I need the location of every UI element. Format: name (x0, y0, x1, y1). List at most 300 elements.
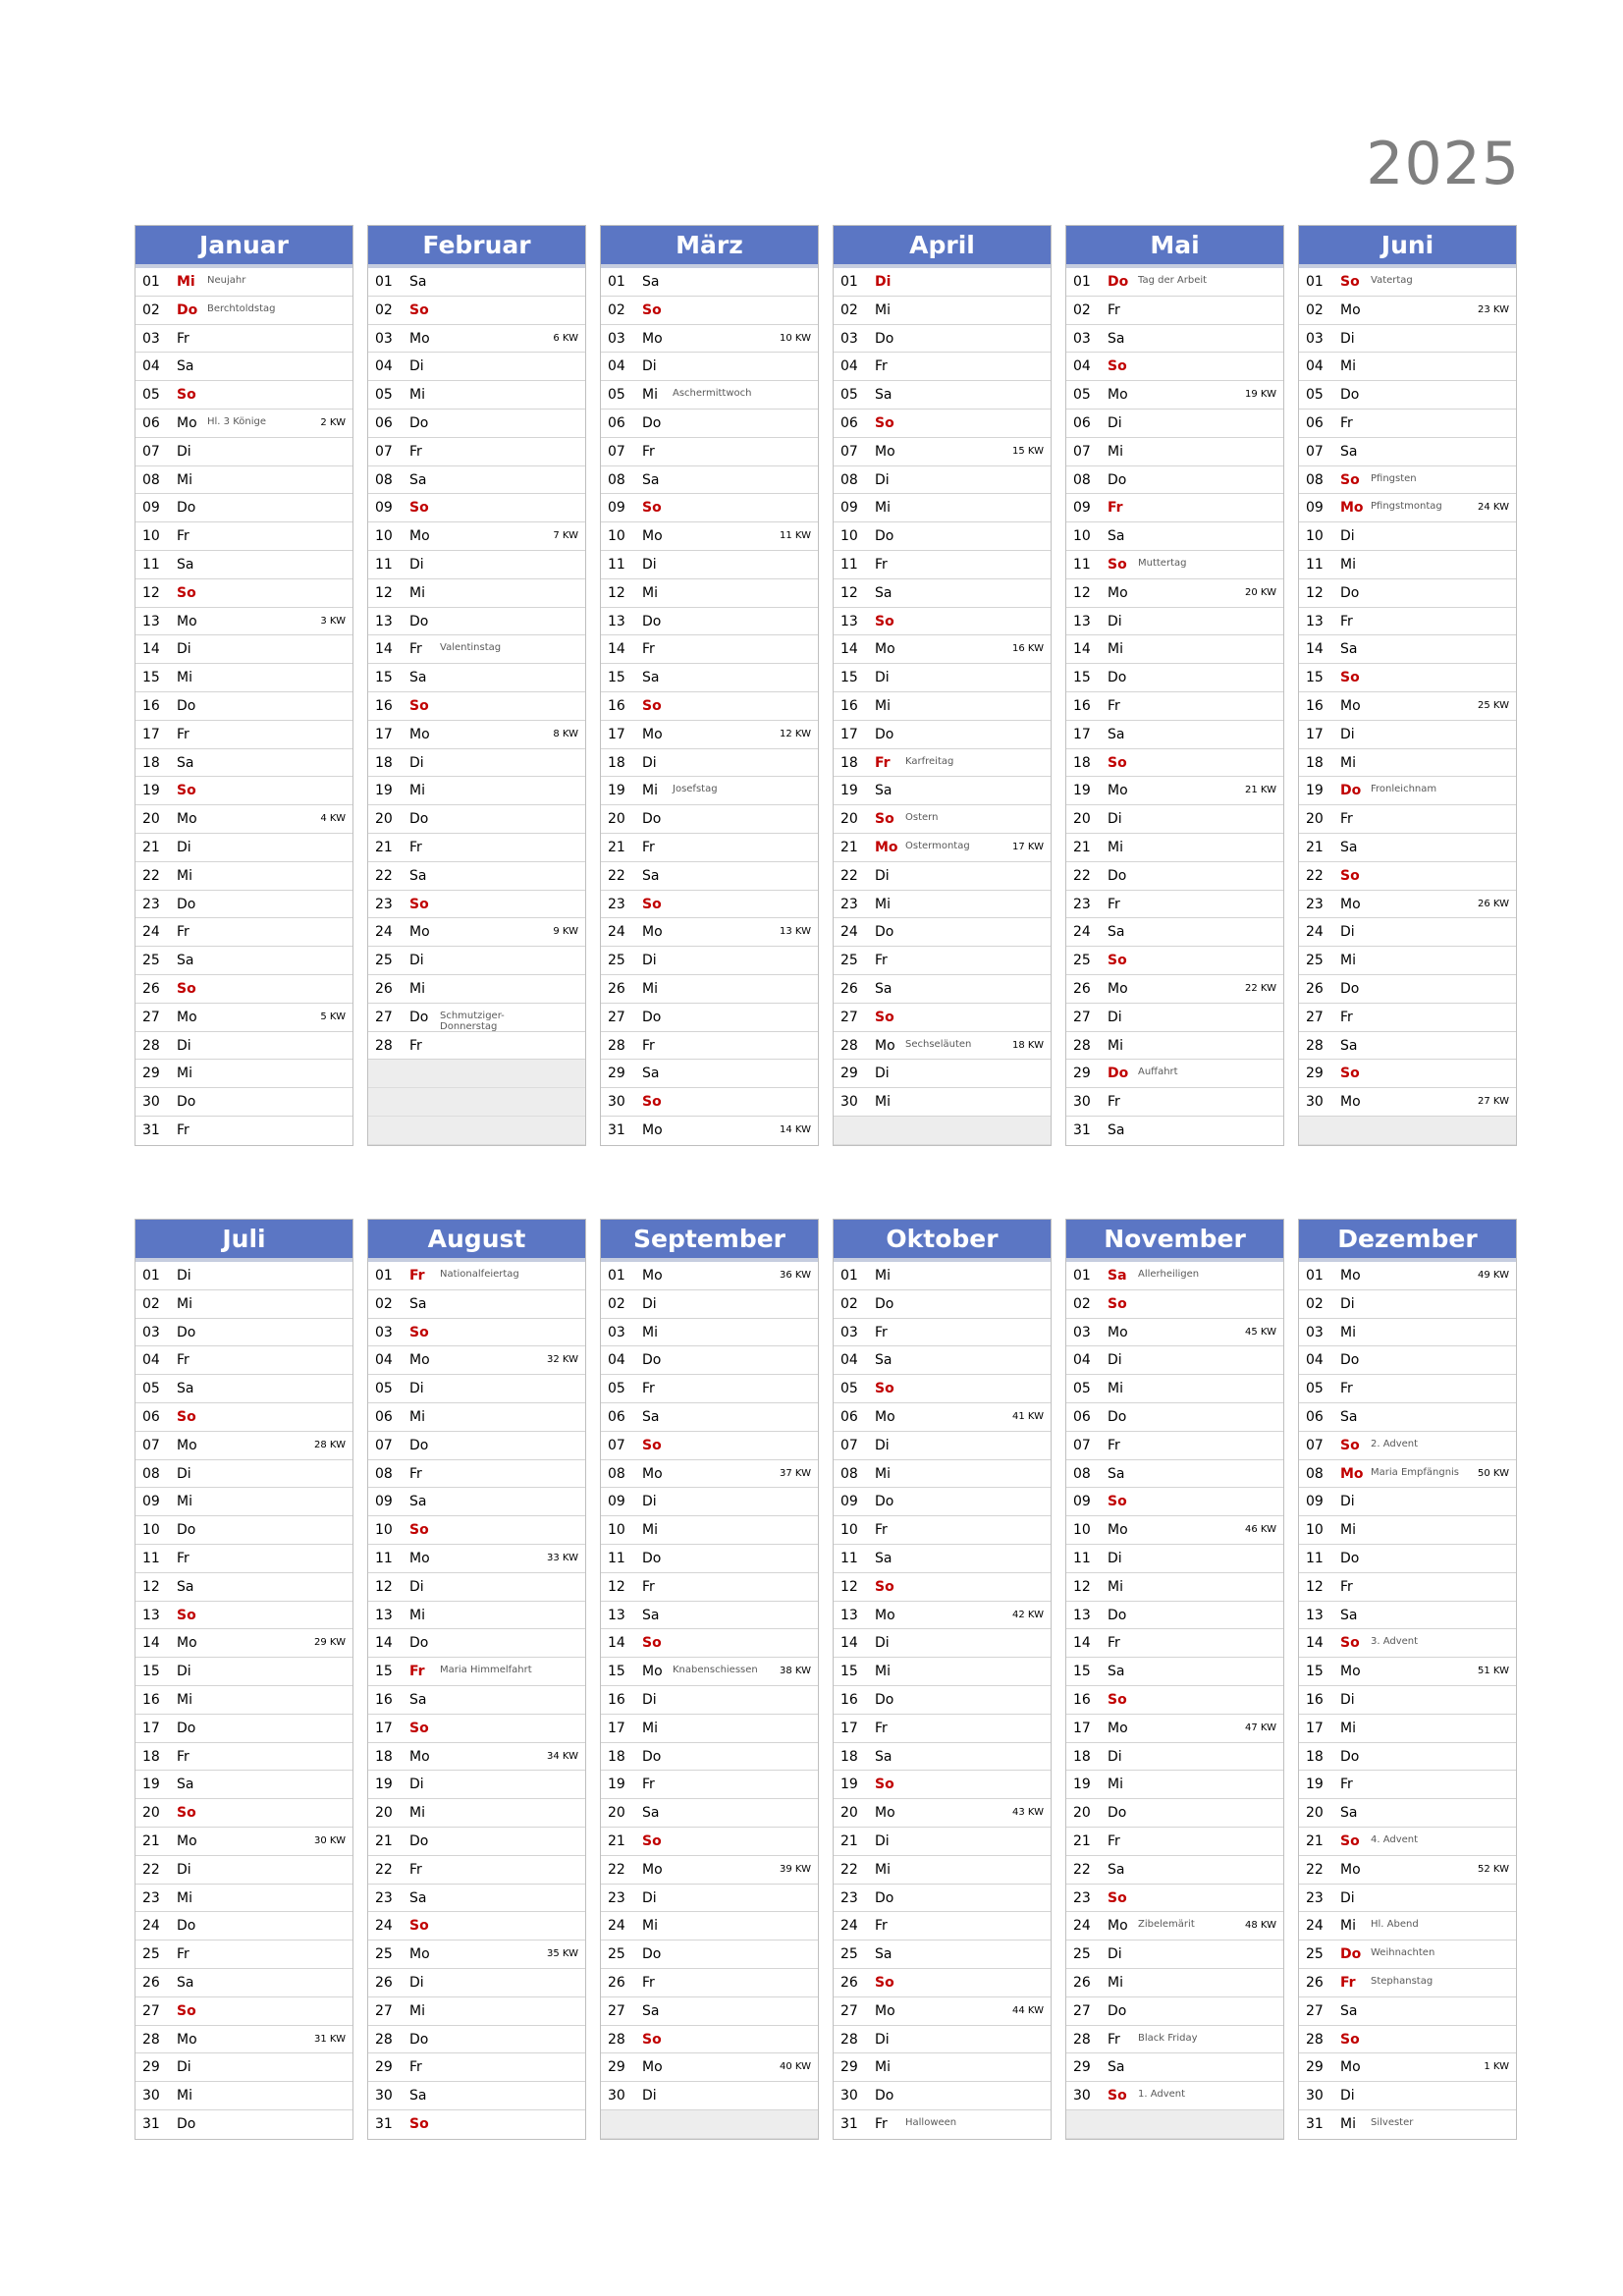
day-number: 11 (608, 556, 625, 573)
day-number: 16 (608, 697, 625, 714)
weekday: Fr (177, 1748, 189, 1765)
day-number: 28 (142, 2031, 160, 2048)
day-row (1299, 494, 1516, 522)
day-row (1299, 522, 1516, 551)
day-row (135, 834, 352, 862)
day-number: 21 (375, 839, 393, 855)
day-row (1066, 438, 1283, 466)
day-row (834, 551, 1051, 579)
weekday: Di (875, 1635, 890, 1652)
day-number: 27 (608, 2002, 625, 2019)
day-number: 30 (608, 2088, 625, 2105)
day-row (834, 1771, 1051, 1799)
day-note: Valentinstag (440, 642, 502, 654)
weekday: Sa (177, 1974, 194, 1991)
day-number: 22 (142, 867, 160, 884)
day-note: Aschermittwoch (673, 388, 752, 400)
day-row (834, 1969, 1051, 1997)
weekday: Fr (875, 1522, 888, 1539)
weekday: Di (177, 1037, 191, 1054)
day-row (1299, 608, 1516, 636)
day-row (1299, 862, 1516, 891)
day-number: 03 (375, 1324, 393, 1340)
day-row (135, 2053, 352, 2082)
day-number: 17 (375, 726, 393, 742)
day-row (1066, 381, 1283, 410)
weekday: Mi (875, 1861, 891, 1878)
day-row (135, 1856, 352, 1885)
weekday: Sa (1340, 1607, 1358, 1623)
weekday: Mi (642, 387, 658, 404)
day-row (601, 635, 818, 664)
weekday: Mi (409, 2002, 425, 2019)
weekday: So (1108, 1889, 1127, 1906)
day-row (1066, 1346, 1283, 1375)
day-row (1066, 1060, 1283, 1088)
day-note: Josefstag (673, 784, 718, 795)
day-row (834, 777, 1051, 805)
day-row (601, 664, 818, 692)
day-row (368, 2082, 585, 2110)
day-row (601, 522, 818, 551)
day-row (834, 1997, 1051, 2026)
day-row (135, 692, 352, 721)
day-row (1299, 297, 1516, 325)
month-header: Mai (1066, 226, 1283, 268)
weekday: Di (642, 1494, 657, 1510)
day-number: 06 (1306, 1408, 1324, 1425)
day-row (135, 891, 352, 919)
day-row (368, 494, 585, 522)
day-row (135, 494, 352, 522)
day-number: 08 (142, 471, 160, 488)
weekday: Do (642, 414, 662, 431)
day-row (135, 1686, 352, 1715)
day-row (1066, 1771, 1283, 1799)
weekday: Do (177, 500, 196, 517)
weekday: Mi (409, 980, 425, 997)
day-row (368, 692, 585, 721)
weekday: Do (1340, 1748, 1360, 1765)
weekday: Di (409, 1777, 424, 1793)
month-header: August (368, 1220, 585, 1262)
week-number: 22 KW (1245, 982, 1276, 994)
weekday: Mo (409, 330, 430, 347)
day-number: 14 (1306, 1635, 1324, 1652)
week-number: 6 KW (553, 332, 578, 344)
day-row (834, 268, 1051, 297)
weekday: Sa (1108, 1465, 1125, 1482)
day-number: 23 (840, 896, 858, 912)
day-note: Muttertag (1138, 557, 1187, 569)
day-number: 04 (840, 1352, 858, 1369)
day-row (834, 721, 1051, 749)
weekday: Sa (1340, 2002, 1358, 2019)
weekday: Mi (177, 1889, 192, 1906)
day-row (1066, 410, 1283, 438)
day-number: 17 (608, 1720, 625, 1736)
day-row (1299, 891, 1516, 919)
day-number: 13 (1306, 1607, 1324, 1623)
day-number: 10 (1073, 1522, 1091, 1539)
weekday: Fr (642, 641, 655, 658)
day-number: 01 (1306, 274, 1324, 290)
weekday: So (642, 697, 662, 714)
day-row (1066, 1602, 1283, 1630)
day-number: 16 (1073, 697, 1091, 714)
day-row (834, 410, 1051, 438)
day-number: 20 (142, 1805, 160, 1822)
day-number: 17 (1073, 726, 1091, 742)
weekday: Di (875, 867, 890, 884)
weekday: Do (642, 1550, 662, 1566)
weekday: Do (1108, 1607, 1127, 1623)
day-number: 29 (1306, 1066, 1324, 1082)
day-number: 30 (1306, 1094, 1324, 1111)
day-row (368, 1290, 585, 1319)
day-row (368, 862, 585, 891)
weekday: Di (409, 953, 424, 969)
weekday: Fr (177, 1352, 189, 1369)
day-number: 07 (142, 443, 160, 460)
day-number: 16 (142, 697, 160, 714)
day-row (1299, 635, 1516, 664)
day-number: 25 (1073, 953, 1091, 969)
day-number: 07 (375, 1437, 393, 1453)
weekday: Mo (409, 924, 430, 941)
weekday: Do (1108, 2002, 1127, 2019)
day-row (135, 381, 352, 410)
weekday: Mo (642, 330, 663, 347)
day-number: 14 (840, 641, 858, 658)
day-number: 31 (1306, 2115, 1324, 2132)
day-row (1066, 1004, 1283, 1032)
day-row (1299, 692, 1516, 721)
weekday: Di (875, 2031, 890, 2048)
weekday: Sa (1340, 1408, 1358, 1425)
day-row (135, 1117, 352, 1145)
day-row (601, 1969, 818, 1997)
weekday: Mo (875, 839, 898, 855)
day-number: 06 (142, 414, 160, 431)
day-row (368, 297, 585, 325)
day-number: 24 (608, 924, 625, 941)
weekday: Mo (642, 2059, 663, 2076)
weekday: So (1108, 1494, 1127, 1510)
day-row (135, 1346, 352, 1375)
day-number: 13 (375, 1607, 393, 1623)
weekday: Mi (177, 1494, 192, 1510)
day-number: 27 (608, 1009, 625, 1025)
day-number: 17 (375, 1720, 393, 1736)
day-row (601, 325, 818, 354)
weekday: Do (409, 1009, 429, 1025)
weekday: So (409, 1918, 429, 1935)
day-number: 07 (1306, 1437, 1324, 1453)
weekday: Do (642, 1352, 662, 1369)
day-number: 14 (608, 641, 625, 658)
day-number: 03 (840, 1324, 858, 1340)
day-number: 03 (142, 330, 160, 347)
weekday: So (1340, 1437, 1360, 1453)
day-row (1299, 1319, 1516, 1347)
day-number: 12 (608, 1578, 625, 1595)
day-number: 22 (375, 867, 393, 884)
day-row (1299, 1573, 1516, 1602)
weekday: So (409, 1324, 429, 1340)
weekday: Do (875, 1691, 894, 1708)
day-row (368, 353, 585, 381)
weekday: Do (1340, 1946, 1362, 1963)
weekday: So (177, 1805, 196, 1822)
day-row (601, 494, 818, 522)
day-number: 25 (608, 1946, 625, 1963)
day-number: 24 (1073, 1918, 1091, 1935)
day-row (601, 692, 818, 721)
day-row (1066, 1290, 1283, 1319)
day-note: Auffahrt (1138, 1066, 1178, 1078)
day-number: 24 (1306, 924, 1324, 941)
weekday: Fr (409, 839, 422, 855)
day-row (1299, 466, 1516, 495)
day-number: 01 (142, 274, 160, 290)
day-row (1066, 834, 1283, 862)
month-header: November (1066, 1220, 1283, 1262)
week-number: 42 KW (1012, 1609, 1044, 1620)
day-number: 04 (1073, 358, 1091, 375)
day-row (135, 1969, 352, 1997)
day-row (1299, 664, 1516, 692)
day-number: 07 (840, 443, 858, 460)
weekday: Mi (1108, 1037, 1123, 1054)
day-row (601, 918, 818, 947)
day-row (834, 1941, 1051, 1969)
weekday: Do (177, 1918, 196, 1935)
weekday: Di (409, 1578, 424, 1595)
day-number: 09 (1306, 1494, 1324, 1510)
day-number: 15 (375, 670, 393, 686)
day-number: 20 (375, 1805, 393, 1822)
day-number: 26 (142, 980, 160, 997)
weekday: Mo (1108, 1324, 1128, 1340)
day-number: 03 (1073, 1324, 1091, 1340)
weekday: Sa (1340, 839, 1358, 855)
day-number: 10 (608, 528, 625, 545)
day-number: 23 (1073, 896, 1091, 912)
weekday: Fr (177, 528, 189, 545)
week-number: 45 KW (1245, 1326, 1276, 1338)
day-row (368, 466, 585, 495)
weekday: Sa (642, 2002, 660, 2019)
day-row (368, 1969, 585, 1997)
week-number: 29 KW (314, 1637, 346, 1649)
day-row (1299, 438, 1516, 466)
weekday: Mo (1340, 500, 1364, 517)
day-row (601, 1941, 818, 1969)
day-number: 16 (840, 697, 858, 714)
empty-day-row (1066, 2110, 1283, 2139)
day-row (1066, 891, 1283, 919)
weekday: Di (177, 1861, 191, 1878)
day-row (1299, 1856, 1516, 1885)
weekday: So (875, 1381, 894, 1397)
weekday: Di (642, 754, 657, 771)
weekday: Mo (1108, 783, 1128, 799)
day-number: 11 (1073, 556, 1091, 573)
day-number: 11 (608, 1550, 625, 1566)
day-number: 07 (608, 1437, 625, 1453)
day-number: 28 (840, 1037, 858, 1054)
day-row (601, 1545, 818, 1573)
day-number: 21 (142, 1832, 160, 1849)
weekday: Mo (409, 1352, 430, 1369)
day-row (601, 466, 818, 495)
weekday: Mi (642, 783, 658, 799)
weekday: So (642, 1437, 662, 1453)
day-number: 11 (375, 1550, 393, 1566)
day-row (601, 947, 818, 975)
day-row (135, 2082, 352, 2110)
day-number: 23 (375, 1889, 393, 1906)
day-row (135, 1290, 352, 1319)
day-row (1299, 1403, 1516, 1432)
empty-day-row (1299, 1117, 1516, 1145)
weekday: Do (409, 613, 429, 629)
weekday: Mo (875, 1607, 895, 1623)
day-note: Pfingstmontag (1371, 501, 1442, 513)
day-number: 20 (1073, 811, 1091, 828)
week-number: 10 KW (780, 332, 811, 344)
day-row (834, 522, 1051, 551)
day-number: 27 (375, 2002, 393, 2019)
day-row (601, 1856, 818, 1885)
day-row (601, 1346, 818, 1375)
day-number: 13 (608, 1607, 625, 1623)
weekday: Di (177, 1664, 191, 1680)
day-row (135, 1997, 352, 2026)
day-number: 30 (608, 1094, 625, 1111)
weekday: Mo (177, 1635, 197, 1652)
day-row (601, 1290, 818, 1319)
weekday: Mo (409, 726, 430, 742)
day-number: 06 (375, 414, 393, 431)
day-row (1299, 1488, 1516, 1516)
day-row (1066, 862, 1283, 891)
day-number: 27 (840, 2002, 858, 2019)
day-number: 21 (840, 839, 858, 855)
empty-day-row (601, 2110, 818, 2139)
day-number: 04 (375, 358, 393, 375)
day-number: 19 (840, 783, 858, 799)
weekday: So (642, 1094, 662, 1111)
weekday: Sa (875, 783, 893, 799)
day-number: 03 (1306, 330, 1324, 347)
week-number: 19 KW (1245, 389, 1276, 401)
weekday: So (177, 387, 196, 404)
weekday: Di (875, 1066, 890, 1082)
day-number: 07 (1073, 1437, 1091, 1453)
day-number: 27 (1073, 2002, 1091, 2019)
weekday: Mo (409, 528, 430, 545)
day-number: 06 (840, 414, 858, 431)
month-header: März (601, 226, 818, 268)
day-number: 08 (1306, 1465, 1324, 1482)
day-row (601, 353, 818, 381)
weekday: Sa (642, 471, 660, 488)
weekday: Fr (177, 1121, 189, 1138)
week-number: 32 KW (547, 1354, 578, 1366)
day-row (1066, 1088, 1283, 1117)
day-number: 29 (1073, 2059, 1091, 2076)
weekday: Mo (177, 414, 197, 431)
day-number: 12 (142, 1578, 160, 1595)
day-row (368, 975, 585, 1004)
day-number: 08 (840, 1465, 858, 1482)
day-row (1066, 805, 1283, 834)
day-number: 01 (375, 274, 393, 290)
calendar-first-half (135, 225, 1517, 1146)
day-row (601, 834, 818, 862)
day-number: 09 (1073, 500, 1091, 517)
day-number: 29 (1073, 1066, 1091, 1082)
day-row (368, 1629, 585, 1658)
weekday: Fr (1340, 613, 1353, 629)
day-number: 15 (1073, 1664, 1091, 1680)
day-number: 08 (608, 471, 625, 488)
day-number: 17 (1306, 1720, 1324, 1736)
day-number: 21 (1073, 839, 1091, 855)
day-number: 22 (1073, 867, 1091, 884)
day-row (368, 2110, 585, 2139)
day-number: 02 (840, 1295, 858, 1312)
week-number: 12 KW (780, 728, 811, 739)
week-number: 1 KW (1484, 2061, 1509, 2073)
weekday: Fr (409, 1037, 422, 1054)
weekday: Fr (1340, 1009, 1353, 1025)
day-row (834, 1602, 1051, 1630)
day-row (1299, 2026, 1516, 2054)
day-note: Weihnachten (1371, 1947, 1435, 1959)
day-number: 05 (375, 387, 393, 404)
weekday: Mo (875, 443, 895, 460)
day-row (135, 918, 352, 947)
weekday: Fr (409, 2059, 422, 2076)
day-number: 16 (840, 1691, 858, 1708)
weekday: So (1108, 953, 1127, 969)
weekday: Do (1340, 980, 1360, 997)
day-number: 23 (1306, 896, 1324, 912)
weekday: Fr (409, 641, 422, 658)
day-row (601, 1319, 818, 1347)
day-number: 16 (375, 697, 393, 714)
day-row (1066, 1032, 1283, 1061)
weekday: Mo (642, 924, 663, 941)
weekday: Fr (177, 1550, 189, 1566)
day-row (135, 1375, 352, 1403)
day-number: 12 (1073, 584, 1091, 601)
weekday: Mo (1108, 1918, 1128, 1935)
day-number: 22 (608, 1861, 625, 1878)
day-row (1299, 749, 1516, 778)
day-number: 23 (1073, 1889, 1091, 1906)
weekday: Mi (177, 1691, 192, 1708)
weekday: Mi (642, 1324, 658, 1340)
day-number: 10 (608, 1522, 625, 1539)
month-header: Oktober (834, 1220, 1051, 1262)
day-number: 06 (1073, 1408, 1091, 1425)
day-number: 18 (1306, 754, 1324, 771)
day-row (601, 1715, 818, 1743)
